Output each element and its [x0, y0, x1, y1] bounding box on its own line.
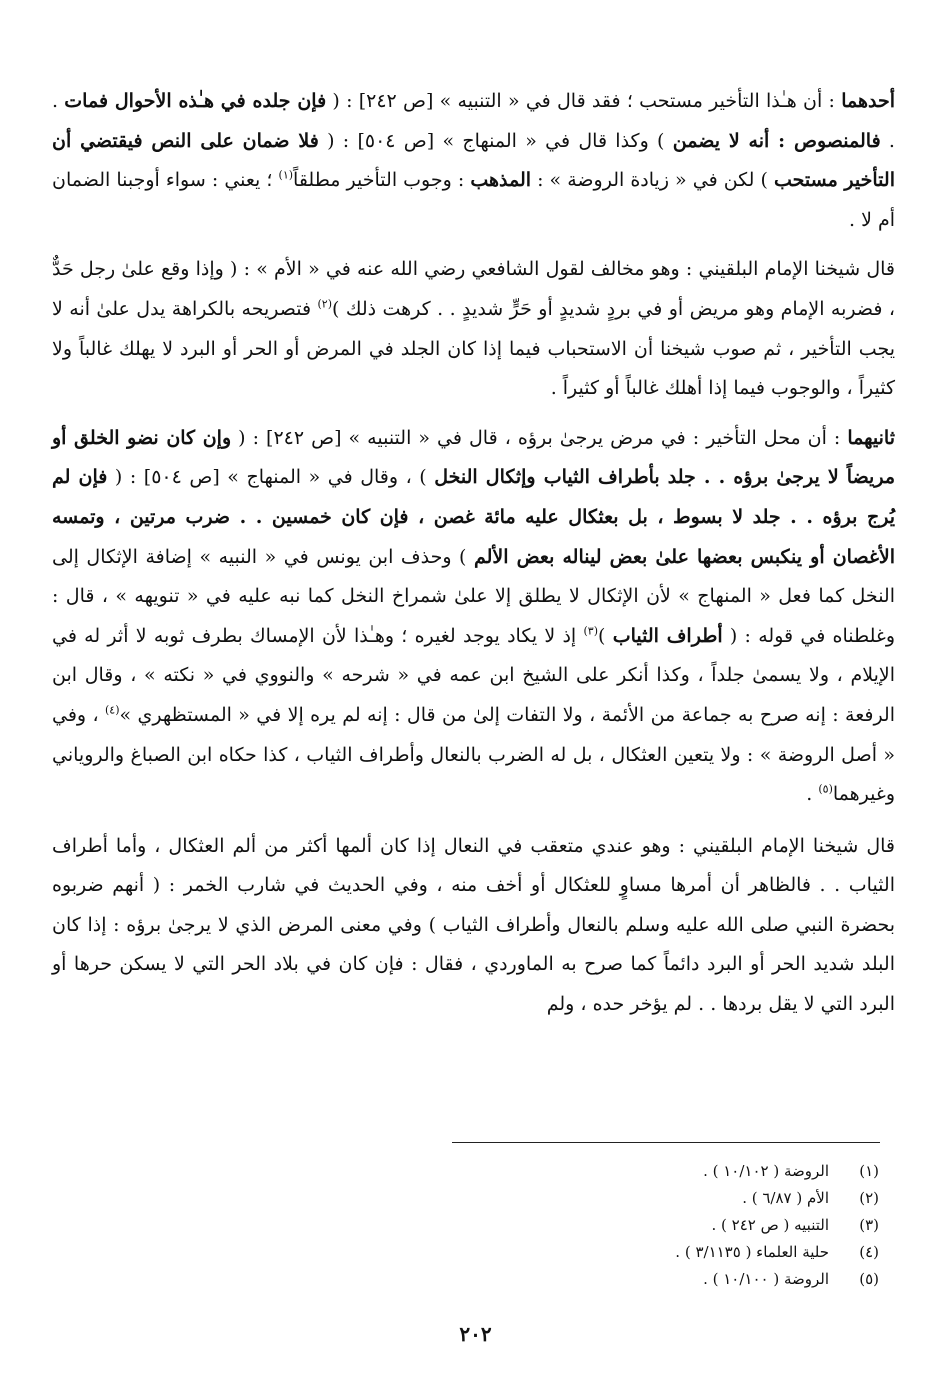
paragraph-1: أحدهما : أن هـٰذا التأخير مستحب ؛ فقد قال في « التنبيه » [ص ٢٤٢] : ( فإن جلده في هـٰذه الأحوال فمات . . فالمنصوص : أنه لا يضمن ) وكذا قال في « المنهاج » [ص ٥٠٤] : ( فلا ضمان على النص فيقتضي أن التأخير مستحب ) لكن في « زيادة الروضة » : المذهب : وجوب التأخير مطلقاً$^{(١)}$ ؛ يعني : سواء أوجبنا الضمان أم لا . [52, 90, 895, 231]
footnote-number: (١) [859, 1162, 879, 1180]
paragraph-lead: أحدهما [841, 90, 895, 112]
footnote-ref[interactable]: (١) [278, 168, 294, 182]
footnote-ref[interactable]: (٤) [104, 703, 120, 717]
footnotes [379, 1158, 879, 1293]
footnote-item [379, 1212, 879, 1239]
footnote-item [379, 1239, 879, 1266]
main-text [52, 82, 895, 1025]
footnote-text: الأم ( ٦/٨٧ ) . [742, 1189, 829, 1207]
paragraph-lead: ثانيهما [847, 426, 895, 449]
paragraph-3: ثانيهما : أن محل التأخير : في مرض يرجىٰ برؤه ، قال في « التنبيه » [ص ٢٤٢] : ( وإن كان نضو الخلق أو مريضاً لا يرجىٰ برؤه . . جلد بأطراف الثياب وإثكال النخل ) ، وقال في « المنهاج » [ص ٥٠٤] : ( فإن لم يُرج برؤه . . جلد لا بسوط ، بل بعثكال عليه مائة غصن ، فإن كان خمسين . . ضرب مرتين ، وتمسه الأغصان أو ينكبس بعضها علىٰ بعض ليناله بعض الألم ) وحذف ابن يونس في « النبيه » إضافة الإثكال إلى النخل كما فعل « المنهاج » لأن الإثكال لا يطلق إلا علىٰ شمراخ النخل كما نبه عليه في « تنويهه » ، قال : وغلطناه في قوله : ( أطراف الثياب )$^{(٣)}$ إذ لا يكاد يوجد لغيره ؛ وهـٰذا لأن الإمساك بطرف ثوبه لا أثر له في الإيلام ، ولا يسمىٰ جلداً ، وكذا أنكر على الشيخ ابن عمه في « شرحه » والنووي في « نكته » ، وقال ابن الرفعة : إنه صرح به جماعة من الأئمة ، ولا التفات إلىٰ من قال : إنه لم يره إلا في « المستظهري »$^{(٤)}$ ، وفي « أصل الروضة » : ولا يتعين العثكال ، بل له الضرب بالنعال وأطراف الثياب ، كذا حكاه ابن الصباغ والروياني وغيرهما$^{(٥)}$ . [52, 426, 896, 806]
footnote-ref[interactable]: (٥) [818, 782, 833, 796]
footnote-item [379, 1158, 879, 1185]
footnote-text: التنبيه ( ص ٢٤٢ ) . [711, 1216, 829, 1234]
footnote-item [379, 1185, 879, 1212]
footnote-item [379, 1266, 879, 1293]
footnote-number: (٤) [859, 1243, 879, 1261]
page-number: ٢٠٢ [459, 1322, 492, 1346]
footnote-text: الروضة ( ١٠/١٠٢ ) . [703, 1162, 829, 1180]
footnote-number: (٢) [859, 1189, 879, 1207]
footnote-number: (٣) [859, 1216, 879, 1234]
footnote-number: (٥) [859, 1270, 879, 1288]
footnote-divider [452, 1142, 880, 1143]
footnote-text: حلية العلماء ( ٣/١١٣٥ ) . [675, 1243, 829, 1261]
paragraph-4: قال شيخنا الإمام البلقيني : وهو عندي متعقب في النعال إذا كان ألمها أكثر من ألم العثكال ، وأما أطراف الثياب . . فالظاهر أن أمرها مساوٍ للعثكال أو أخف منه ، وفي الحديث في شارب الخمر : ( أنهم ضربوه بحضرة النبي صلى الله عليه وسلم بالنعال وأطراف الثياب ) وفي معنى المرض الذي لا يرجىٰ برؤه : إذا كان البلد شديد الحر أو البرد دائماً كما صرح به الماوردي ، فقال : فإن كان في بلاد الحر التي لا يسكن حرها أو البرد التي لا يقل بردها . . لم يؤخر حده ، ولم [52, 834, 895, 1016]
paragraph-2: قال شيخنا الإمام البلقيني : وهو مخالف لقول الشافعي رضي الله عنه في « الأم » : ( وإذا وقع علىٰ رجل حَدٌّ ، فضربه الإمام وهو مريض أو في بردٍ شديدٍ أو حَرٍّ شديدٍ . . كرهت ذلك )$^{(٢)}$ فتصريحه بالكراهة يدل علىٰ أنه لا يجب التأخير ، ثم صوب شيخنا أن الاستحباب فيما إذا كان الجلد في المرض أو الحر أو البرد لا يهلك غالباً ولا كثيراً ، والوجوب فيما إذا أهلك غالباً أو كثيراً . [52, 258, 895, 400]
footnote-ref[interactable]: (٣) [583, 624, 598, 638]
footnote-text: الروضة ( ١٠/١٠٠ ) . [703, 1270, 829, 1288]
footnote-ref[interactable]: (٢) [317, 297, 332, 311]
